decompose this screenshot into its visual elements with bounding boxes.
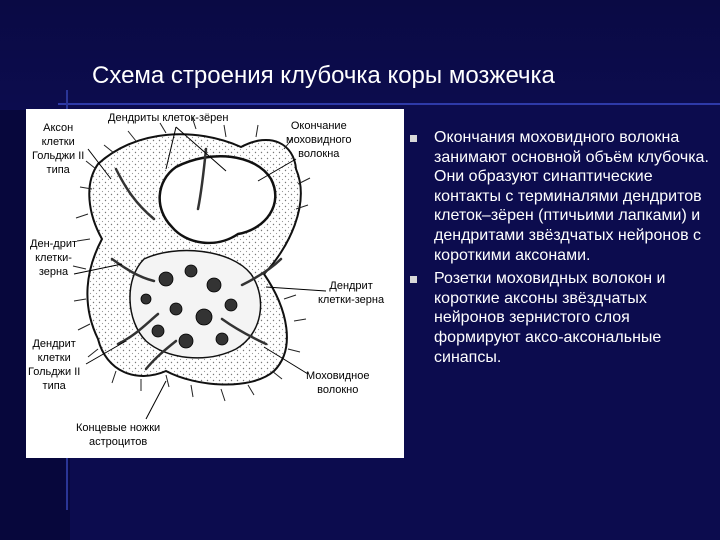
square-bullet-icon bbox=[410, 135, 417, 142]
label-golgi-dendrite: Дендрит клетки Гольджи II типа bbox=[28, 338, 81, 392]
bullet-text: Окончания моховидного волокна занимают основной объём клубочка. Они образуют синаптические контакты с терминалями дендритов клеток–зёрен (птичьими лапками) и дендритами звёздчатых нейронов с короткими аксонами. bbox=[434, 129, 709, 264]
bullet-text: Розетки моховидных волокон и короткие аксоны звёздчатых нейронов зернистого слоя формируют аксо-аксональные синапсы. bbox=[434, 270, 666, 366]
label-astrocyte-endfeet: Концевые ножки астроцитов bbox=[76, 422, 161, 448]
title-rule bbox=[58, 103, 720, 105]
bullet-item bbox=[408, 128, 710, 265]
square-bullet-icon bbox=[410, 276, 417, 283]
bullet-item bbox=[408, 269, 710, 367]
label-golgi-axon: Аксон клетки Гольджи II типа bbox=[32, 122, 85, 176]
slide-title: Схема строения клубочка коры мозжечка bbox=[92, 62, 555, 89]
label-granule-dendrite-right: Дендрит клетки-зерна bbox=[318, 280, 385, 306]
header-band bbox=[0, 0, 720, 110]
label-granule-dendrite-left: Ден-дрит клетки- зерна bbox=[30, 238, 78, 278]
label-mossy-ending: Окончание моховидного волокна bbox=[286, 120, 352, 160]
label-mossy-fiber: Моховидное волокно bbox=[306, 370, 370, 396]
label-granule-dendrites: Дендриты клеток-зёрен bbox=[108, 112, 229, 124]
bullet-list bbox=[408, 128, 710, 371]
glomerulus-diagram bbox=[26, 109, 404, 458]
